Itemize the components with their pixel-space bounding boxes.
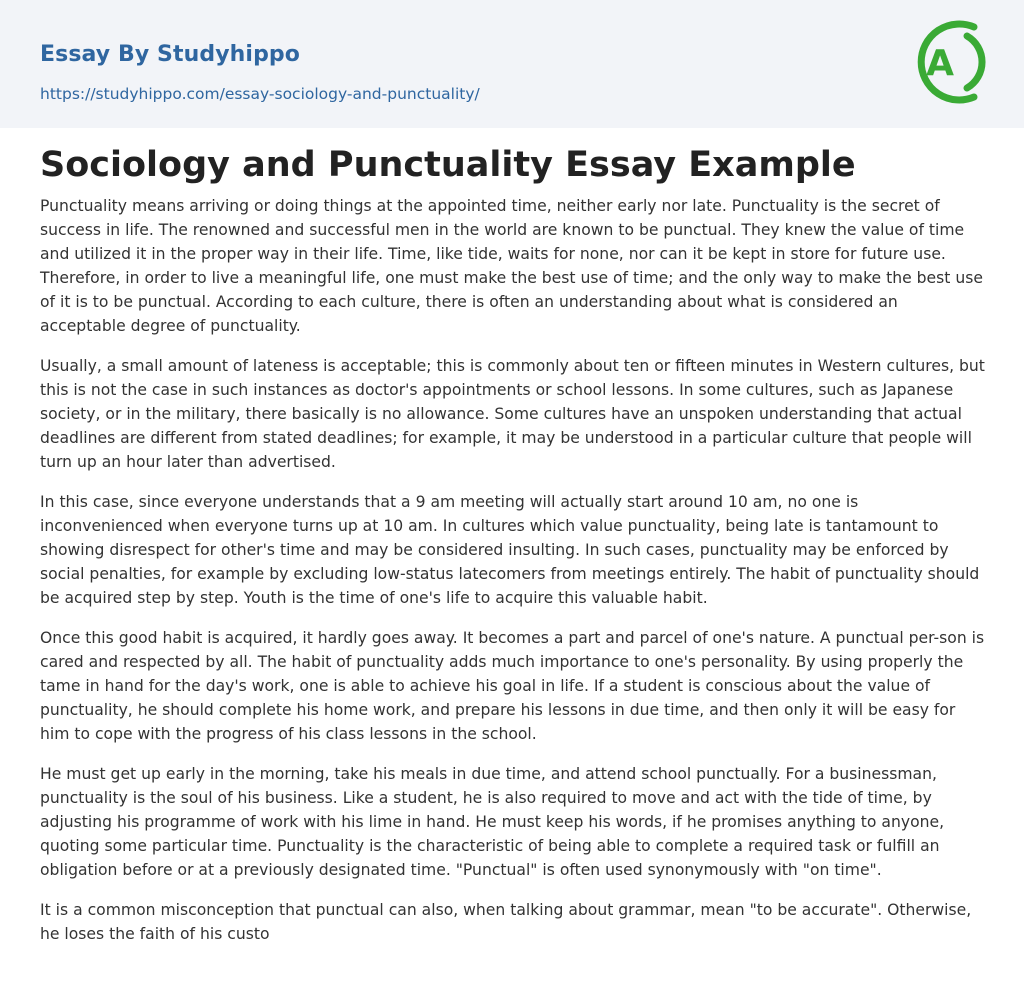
logo-letter: A <box>926 43 954 84</box>
logo-ring-right <box>967 36 982 88</box>
essay-body <box>40 194 986 962</box>
site-brand[interactable]: Essay By Studyhippo <box>40 42 300 67</box>
source-url-link[interactable]: https://studyhippo.com/essay-sociology-and-punctuality/ <box>40 85 480 103</box>
essay-paragraph: He must get up early in the morning, take his meals in due time, and attend school punctually. For a businessman, punctuality is the soul of his business. Like a student, he is also required to move and act with the tide of time, by adjusting his programme of work with his lime in hand. He must keep his words, if he promises anything to anyone, quoting some particular time. Punctuality is the characteristic of being able to complete a required task or fulfill an obligation before or at a previously designated time. "Punctual" is often used synonymously with "on time". <box>40 765 945 879</box>
page-title: Sociology and Punctuality Essay Example <box>40 145 856 185</box>
essay-paragraph: Usually, a small amount of lateness is acceptable; this is commonly about ten or fifteen minutes in Western cultures, but this is not the case in such instances as doctor's appointments or school lessons. In some cultures, such as Japanese society, or in the military, there basically is no allowance. Some cultures have an unspoken understanding that actual deadlines are different from stated deadlines; for example, it may be understood in a particular culture that people will turn up an hour later than advertised. <box>40 357 985 471</box>
essay-paragraph: In this case, since everyone understands that a 9 am meeting will actually start around 10 am, no one is inconvenienced when everyone turns up at 10 am. In cultures which value punctuality, being late is tantamount to showing disrespect for other's time and may be considered insulting. In such cases, punctuality may be enforced by social penalties, for example by excluding low-status latecomers from meetings entirely. The habit of punctuality should be acquired step by step. Youth is the time of one's life to acquire this valuable habit. <box>40 493 980 607</box>
studyhippo-logo-icon[interactable] <box>904 18 988 106</box>
essay-paragraph: It is a common misconception that punctual can also, when talking about grammar, mean "to be accurate". Otherwise, he loses the faith of his custo <box>40 901 972 943</box>
essay-paragraph: Punctuality means arriving or doing things at the appointed time, neither early nor late. Punctuality is the secret of success in life. The renowned and successful men in the world are known to be punctual. They knew the value of time and utilized it in the proper way in their life. Time, like tide, waits for none, nor can it be kept in store for future use. Therefore, in order to live a meaningful life, one must make the best use of time; and the only way to make the best use of it is to be punctual. According to each culture, there is often an understanding about what is considered an acceptable degree of punctuality. <box>40 197 983 335</box>
site-header <box>0 0 1024 128</box>
essay-paragraph: Once this good habit is acquired, it hardly goes away. It becomes a part and parcel of one's nature. A punctual per-son is cared and respected by all. The habit of punctuality adds much importance to one's personality. By using properly the tame in hand for the day's work, one is able to achieve his goal in life. If a student is conscious about the value of punctuality, he should complete his home work, and prepare his lessons in due time, and then only it will be easy for him to cope with the progress of his class lessons in the school. <box>40 629 985 743</box>
